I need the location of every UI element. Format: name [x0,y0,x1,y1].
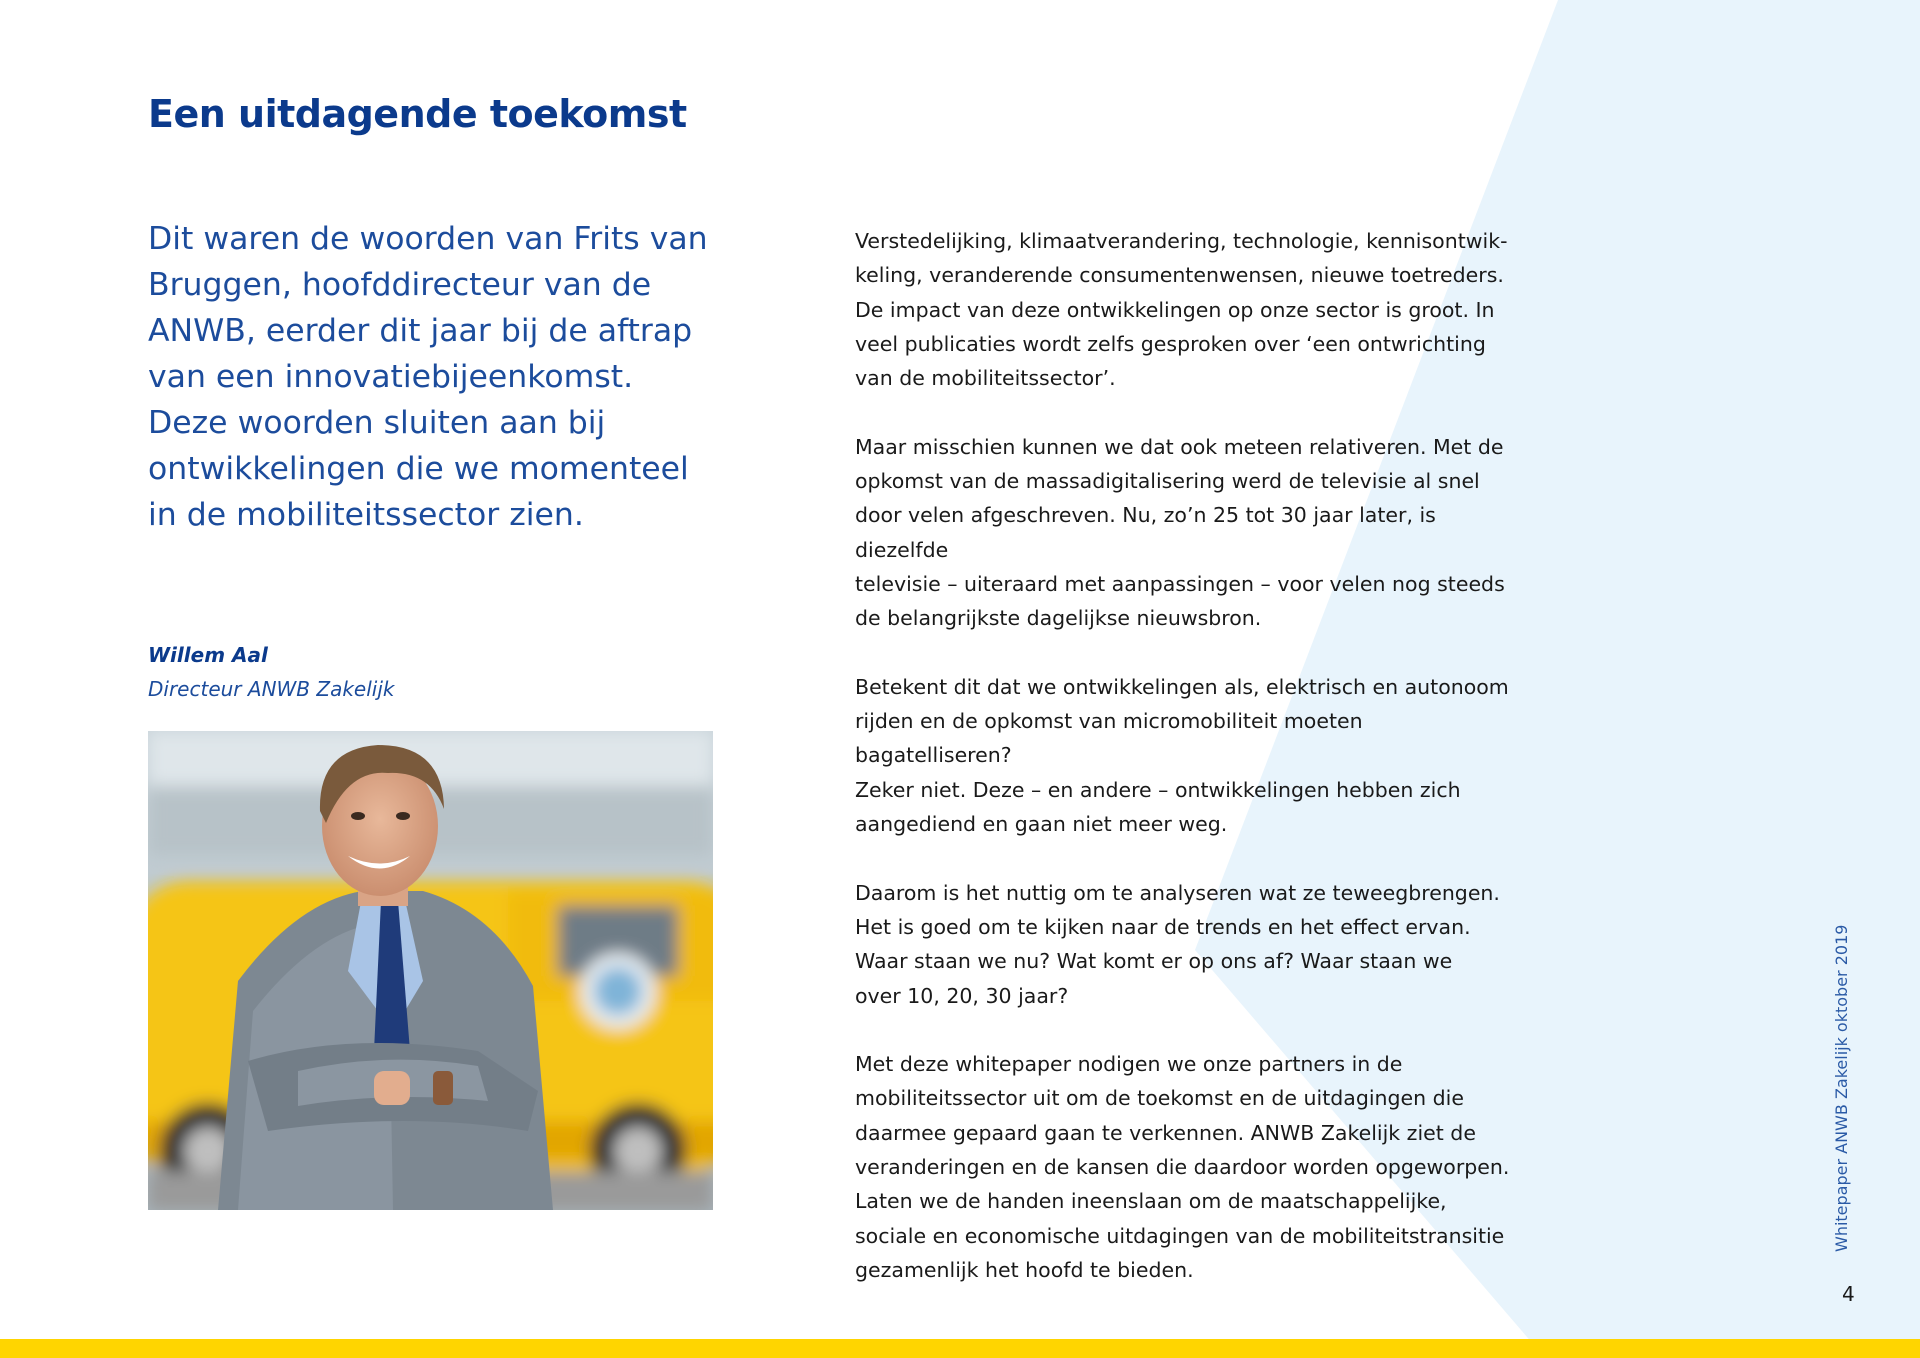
body-paragraph: Daarom is het nuttig om te analyseren wat ze teweegbrengen. Het is goed om te kijken naar de trends en het effect ervan. Waar staan we nu? Wat komt er op ons af? Waar staan we over 10, 20, 30 jaar? [855,880,1500,1008]
page-number: 4 [1842,1282,1855,1306]
bottom-yellow-bar [0,1339,1920,1358]
body-paragraph: Maar misschien kunnen we dat ook meteen relativeren. Met de opkomst van de massadigitalisering werd de televisie al snel door velen afgeschreven. Nu, zo’n 25 tot 30 jaar later, is diezelfde televisie – uiteraard met aanpassingen – voor velen nog steeds de belangrijkste dagelijkse nieuwsbron. [855,434,1505,631]
body-paragraph: Met deze whitepaper nodigen we onze partners in de mobiliteitssector uit om de toekomst en de uitdagingen die daarmee gepaard gaan te verkennen. ANWB Zakelijk ziet de veranderingen en de kansen die daardoor worden opgeworpen. Laten we de handen ineenslaan om de maatschappelijke, sociale en economische uitdagingen van de mobiliteitstransitie gezamenlijk het hoofd te bieden. [855,1052,1510,1282]
side-publication-label: Whitepaper ANWB Zakelijk oktober 2019 [1832,924,1851,1252]
body-paragraph: Verstedelijking, klimaatverandering, technologie, kennisontwik- keling, veranderende consumentenwensen, nieuwe toetreders. De impact van deze ontwikkelingen op onze sector is groot. In veel publicaties wordt zelfs gesproken over ‘een ontwrichting van de mobiliteitssector’. [855,229,1508,391]
intro-quote: Dit waren de woorden van Frits van Bruggen, hoofddirecteur van de ANWB, eerder dit jaar bij de aftrap van een innovatiebijeenkomst. Deze woorden sluiten aan bij ontwikkelingen die we momenteel in de mobiliteitssector zien. [148,221,708,533]
author-block [148,638,394,706]
author-portrait-photo [148,731,713,1210]
body-text [855,224,1515,1322]
body-paragraph: Betekent dit dat we ontwikkelingen als, elektrisch en autonoom rijden en de opkomst van micromobiliteit moeten bagatelliseren? Zeker niet. Deze – en andere – ontwikkelingen hebben zich aangediend en gaan niet meer weg. [855,674,1509,837]
author-role: Directeur ANWB Zakelijk [148,677,395,701]
author-name: Willem Aal [148,643,268,667]
page-title: Een uitdagende toekomst [148,92,687,136]
